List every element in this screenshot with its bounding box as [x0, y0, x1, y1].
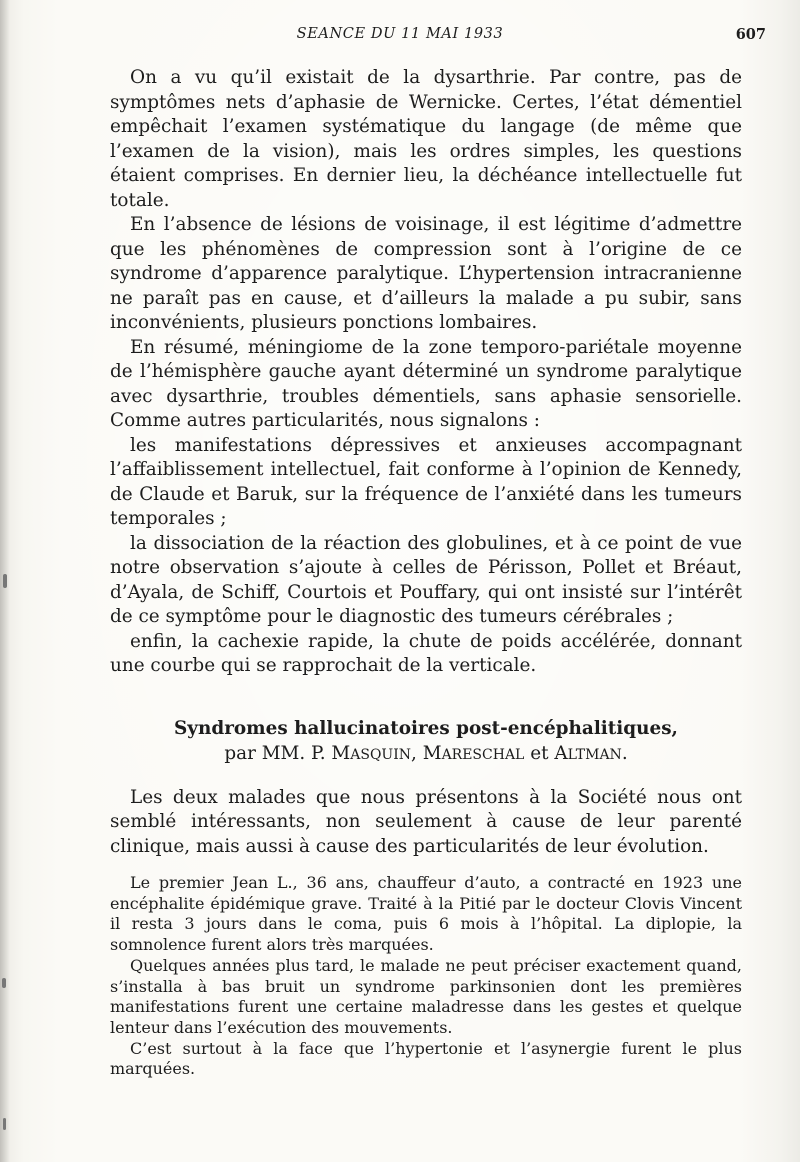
article-title: Syndromes hallucinatoires post-encéphalitiques, [174, 717, 678, 739]
author-name: ASQUIN [350, 746, 412, 763]
paragraph: Les deux malades que nous présentons à la Société nous ont semblé intéressants, non seulement à cause de leur parenté clinique, mais aussi à cause des particularités de leur évolution. [110, 786, 742, 857]
paragraph: En l’absence de lésions de voisinage, il est légitime d’admettre que les phénomènes de compression sont à l’origine de ce syndrome d’apparence paralytique. L’hypertension intracranienne ne paraît pas en cause, et d’ailleurs la malade a pu subir, sans inconvénients, plusieurs ponctions lombaires. [110, 214, 742, 333]
margin-mark [2, 978, 6, 988]
author-name: LTMAN [567, 746, 622, 763]
author-initial: M [331, 742, 351, 764]
case-report-text [110, 873, 742, 1080]
paragraph: Le premier Jean L., 36 ans, chauffeur d’auto, a contracté en 1923 une encéphalite épidémique grave. Traité à la Pitié par le docteur Clovis Vincent il resta 3 jours dans le coma, puis 6 mois à l’hôpital. La diplopie, la somnolence furent alors très marquées. [110, 873, 742, 955]
page-number: 607 [735, 26, 766, 43]
margin-mark [3, 574, 7, 588]
paragraph: enfin, la cachexie rapide, la chute de poids accélérée, donnant une courbe qui se rapprochait de la verticale. [110, 630, 742, 676]
margin-mark [3, 1118, 6, 1130]
paragraph: les manifestations dépressives et anxieuses accompagnant l’affaiblissement intellectuel, fait conforme à l’opinion de Kennedy, de Claude et Baruk, sur la fréquence de l’anxiété dans les tumeurs temporales ; [110, 434, 742, 529]
article-intro [110, 786, 742, 860]
authors-prefix: par MM. P. [224, 742, 332, 764]
paragraph: En résumé, méningiome de la zone temporo-pariétale moyenne de l’hémisphère gauche ayant déterminé un syndrome paralytique avec dysarthrie, troubles démentiels, sans aphasie sensorielle. Comme autres particularités, nous signalons : [110, 336, 742, 431]
author-initial: M [422, 742, 442, 764]
paragraph: Quelques années plus tard, le malade ne peut préciser exactement quand, s’installa à bas bruit un syndrome parkinsonien dont les premières manifestations furent une certaine maladresse dans les gestes et quelque lenteur dans l’exécution des mouvements. [110, 955, 742, 1037]
paragraph: la dissociation de la réaction des globulines, et à ce point de vue notre observation s’ajoute à celles de Périsson, Pollet et Bréaut, d’Ayala, de Schiff, Courtois et Pouffary, qui ont insisté sur l’intérêt de ce symptôme pour le diagnostic des tumeurs cérébrales ; [110, 532, 742, 627]
paragraph: C’est surtout à la face que l’hypertonie et l’asynergie furent le plus marquées. [110, 1038, 742, 1079]
paragraph: On a vu qu’il existait de la dysarthrie. Par contre, pas de symptômes nets d’aphasie de Wernicke. Certes, l’état démentiel empêchait l’examen systématique du langage (de même que l’examen de la vision), mais les ordres simples, les questions étaient comprises. En dernier lieu, la déchéance intellectuelle fut totale. [110, 67, 742, 211]
article-authors [110, 741, 742, 768]
author-separator: , [411, 742, 423, 764]
page-header [0, 26, 800, 48]
author-separator: et [524, 742, 555, 764]
page-body [110, 66, 742, 1080]
author-initial: A [554, 742, 568, 764]
running-head: SEANCE DU 11 MAI 1933 [296, 26, 504, 42]
authors-suffix: . [621, 742, 628, 764]
previous-article-text [110, 66, 742, 679]
author-name: ARESCHAL [441, 746, 525, 763]
